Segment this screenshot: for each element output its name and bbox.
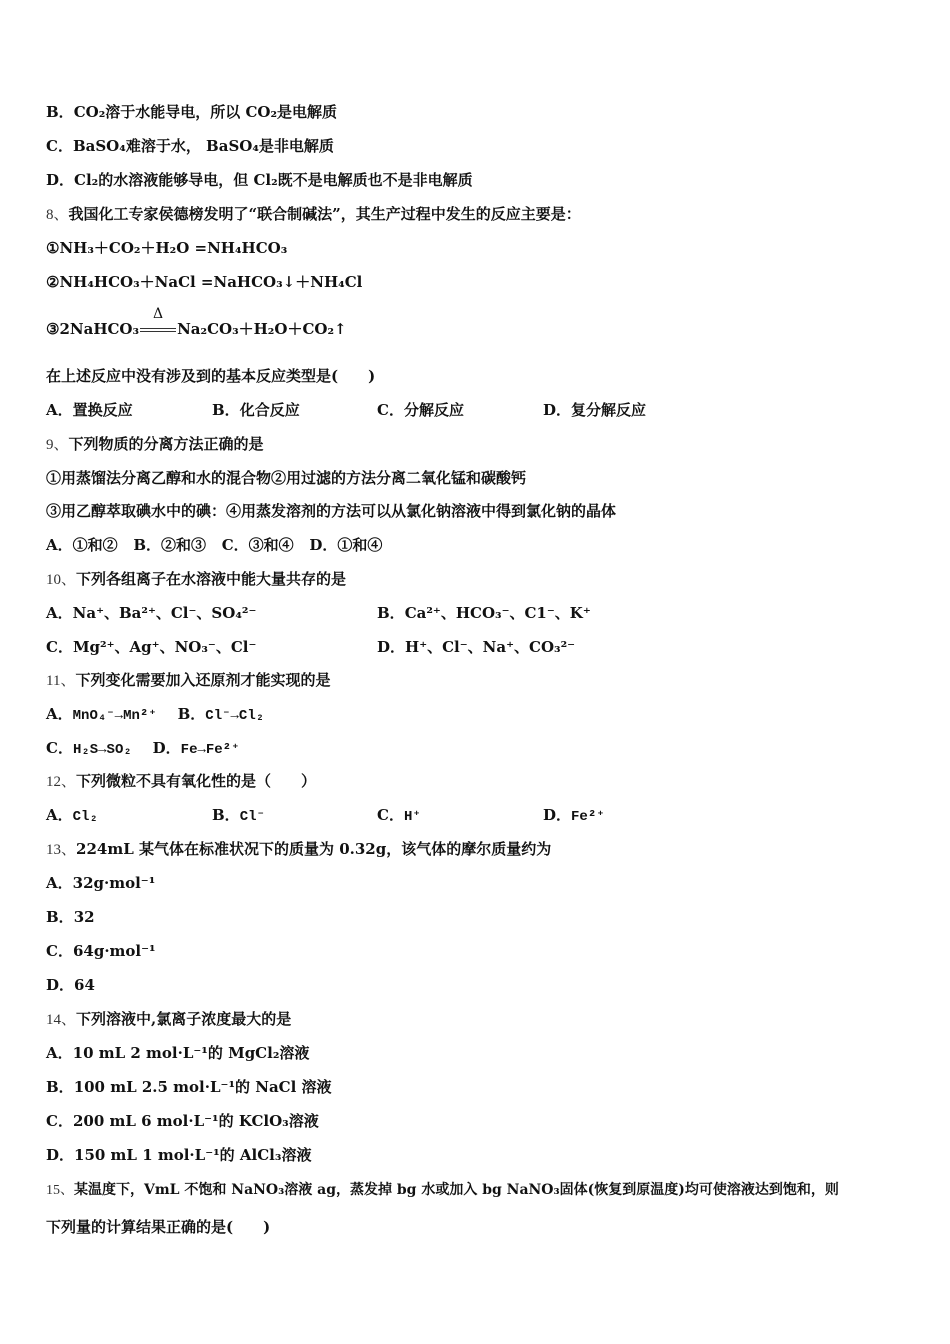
option-label: D．: [152, 739, 181, 757]
option-label: D．: [543, 806, 572, 824]
q10-option-a: [46, 603, 256, 623]
option-label: B．: [46, 1078, 74, 1096]
q8-stem: [46, 204, 581, 225]
question-number: 12、: [46, 774, 77, 790]
option-text: Cl₂的水溶液能够导电，但 Cl₂既不是电解质也不是非电解质: [74, 171, 473, 189]
q10-stem: [46, 569, 346, 590]
option-text: ②和③: [161, 536, 207, 554]
option-label: A．: [46, 401, 73, 419]
option-label: A．: [46, 1044, 73, 1062]
question-text: 下列溶液中,氯离子浓度最大的是: [76, 1010, 292, 1028]
q12-option-c: [377, 805, 421, 827]
option-text: 150 mL 1 mol·L⁻¹的 AlCl₃溶液: [74, 1146, 312, 1164]
q11-options-row-2: [46, 738, 240, 760]
option-text: 64g·mol⁻¹: [72, 942, 156, 960]
option-text: BaSO₄难溶于水， BaSO₄是非电解质: [72, 137, 334, 155]
q12-option-d: [543, 805, 605, 827]
q8-option-a: [46, 400, 133, 420]
q10-option-d: [377, 637, 575, 657]
q14-option-d: [46, 1145, 311, 1165]
q8-question: 在上述反应中没有涉及到的基本反应类型是( ): [46, 367, 376, 385]
option-label: B．: [46, 103, 74, 121]
q8-option-d: [543, 400, 646, 420]
question-number: 10、: [46, 572, 77, 588]
option-label: B．: [377, 604, 405, 622]
option-text: ①和④: [337, 536, 383, 554]
option-label: D．: [46, 976, 75, 994]
option-text: H⁺: [403, 809, 421, 825]
option-label: D．: [46, 171, 75, 189]
q12-stem: [46, 771, 316, 792]
q10-option-b: [377, 603, 591, 623]
q12-options: [46, 805, 926, 825]
option-text: 置换反应: [72, 401, 133, 419]
option-label: D．: [46, 1146, 75, 1164]
option-text: CO₂溶于水能导电，所以 CO₂是电解质: [73, 103, 338, 121]
question-text: 下列物质的分离方法正确的是: [68, 435, 264, 453]
question-number: 15、: [46, 1183, 74, 1198]
option-label: D．: [377, 638, 406, 656]
q9-statement-2: ③用乙醇萃取碘水中的碘：④用蒸发溶剂的方法可以从氯化钠溶液中得到氯化钠的晶体: [46, 502, 617, 520]
option-label: C．: [46, 739, 73, 757]
q11-options-row-1: [46, 704, 264, 726]
question-text: 某温度下，VmL 不饱和 NaNO₃溶液 ag，蒸发掉 bg 水或加入 bg NaNO₃固体(恢复到原温度)均可使溶液达到饱和，则: [74, 1182, 839, 1198]
q13-stem: [46, 839, 551, 860]
question-text: 下列微粒不具有氧化性的是（ ）: [76, 772, 317, 790]
option-text: Mg²⁺、Ag⁺、NO₃⁻、Cl⁻: [72, 638, 257, 656]
option-text: Ca²⁺、HCO₃⁻、C1⁻、K⁺: [404, 604, 591, 622]
question-text: 224mL 某气体在标准状况下的质量为 0.32g，该气体的摩尔质量约为: [76, 840, 552, 858]
option-text: Cl⁻: [239, 809, 265, 825]
q12-option-b: [212, 805, 265, 827]
q14-stem: [46, 1009, 291, 1030]
option-label: D．: [543, 401, 572, 419]
q9-stem: [46, 434, 264, 455]
q8-option-c: [377, 400, 464, 420]
q13-option-d: [46, 975, 95, 995]
option-text: 64: [74, 976, 95, 994]
option-label: B．: [212, 806, 240, 824]
q14-option-b: [46, 1077, 332, 1097]
q14-option-c: [46, 1111, 319, 1131]
q13-option-c: [46, 941, 156, 961]
option-text: 10 mL 2 mol·L⁻¹的 MgCl₂溶液: [72, 1044, 310, 1062]
option-label: A．: [46, 874, 73, 892]
q9-options: [46, 535, 382, 555]
question-text: 下列各组离子在水溶液中能大量共存的是: [76, 570, 347, 588]
option-text: ③和④: [248, 536, 294, 554]
option-text: 200 mL 6 mol·L⁻¹的 KClO₃溶液: [72, 1112, 319, 1130]
option-label: B．: [212, 401, 240, 419]
q15-stem-line-1: [46, 1180, 839, 1201]
question-number: 9、: [46, 437, 69, 453]
question-number: 8、: [46, 207, 69, 223]
reaction-products: Na₂CO₃＋H₂O＋CO₂↑: [177, 320, 347, 338]
q7-option-b: [46, 102, 337, 122]
q7-option-c: [46, 136, 334, 156]
q8-option-b: [212, 400, 300, 420]
option-label: C．: [46, 638, 73, 656]
option-label: C．: [46, 1112, 73, 1130]
option-text: 100 mL 2.5 mol·L⁻¹的 NaCl 溶液: [73, 1078, 332, 1096]
option-text: 复分解反应: [571, 401, 647, 419]
q13-option-b: [46, 907, 95, 927]
q8-reaction-1: ①NH₃＋CO₂＋H₂O =NH₄HCO₃: [46, 239, 288, 257]
option-text: H⁺、Cl⁻、Na⁺、CO₃²⁻: [405, 638, 576, 656]
option-label: A．: [46, 536, 73, 554]
option-text: Fe→Fe²⁺: [180, 742, 240, 758]
q14-option-a: [46, 1043, 309, 1063]
option-label: B．: [177, 705, 206, 723]
option-text: 32g·mol⁻¹: [72, 874, 156, 892]
option-label: A．: [46, 705, 73, 723]
option-text: 32: [73, 908, 95, 926]
option-text: 化合反应: [239, 401, 300, 419]
option-text: Cl₂: [72, 809, 98, 825]
option-text: ①和②: [72, 536, 118, 554]
question-text: 我国化工专家侯德榜发明了“联合制碱法”，其生产过程中发生的反应主要是：: [68, 205, 581, 223]
question-text: 下列变化需要加入还原剂才能实现的是: [75, 671, 331, 689]
heating-equals-sign: [139, 306, 177, 340]
option-text: H₂S→SO₂: [72, 742, 132, 758]
option-label: C．: [46, 137, 73, 155]
question-number: 11、: [46, 673, 76, 689]
option-text: 分解反应: [403, 401, 464, 419]
option-label: C．: [221, 536, 249, 554]
q8-options: [46, 400, 926, 420]
question-number: 14、: [46, 1012, 77, 1028]
option-label: B．: [133, 536, 162, 554]
q11-stem: [46, 670, 330, 691]
option-label: D．: [309, 536, 338, 554]
q8-reaction-2: ②NH₄HCO₃＋NaCl =NaHCO₃↓＋NH₄Cl: [46, 273, 363, 291]
option-label: B．: [46, 908, 74, 926]
q9-statement-1: ①用蒸馏法分离乙醇和水的混合物②用过滤的方法分离二氧化锰和碳酸钙: [46, 469, 527, 487]
option-label: A．: [46, 604, 73, 622]
option-text: Na⁺、Ba²⁺、Cl⁻、SO₄²⁻: [72, 604, 257, 622]
option-text: MnO₄⁻→Mn²⁺: [72, 708, 157, 724]
q8-reaction-3: [46, 306, 347, 340]
q10-options-row-2: [46, 637, 926, 657]
option-label: C．: [46, 942, 73, 960]
option-text: Cl⁻→Cl₂: [205, 708, 265, 724]
q10-options-row-1: [46, 603, 926, 623]
option-text: Fe²⁺: [571, 809, 605, 825]
q7-option-d: [46, 170, 473, 190]
question-number: 13、: [46, 842, 77, 858]
q12-option-a: [46, 805, 98, 827]
q10-option-c: [46, 637, 256, 657]
option-label: C．: [377, 806, 404, 824]
q13-option-a: [46, 873, 155, 893]
q15-stem-line-2: 下列量的计算结果正确的是( ): [46, 1218, 271, 1236]
option-label: C．: [377, 401, 404, 419]
delta-icon: Δ: [153, 306, 164, 322]
reaction-reactants: ③2NaHCO₃: [46, 320, 140, 338]
option-label: A．: [46, 806, 73, 824]
